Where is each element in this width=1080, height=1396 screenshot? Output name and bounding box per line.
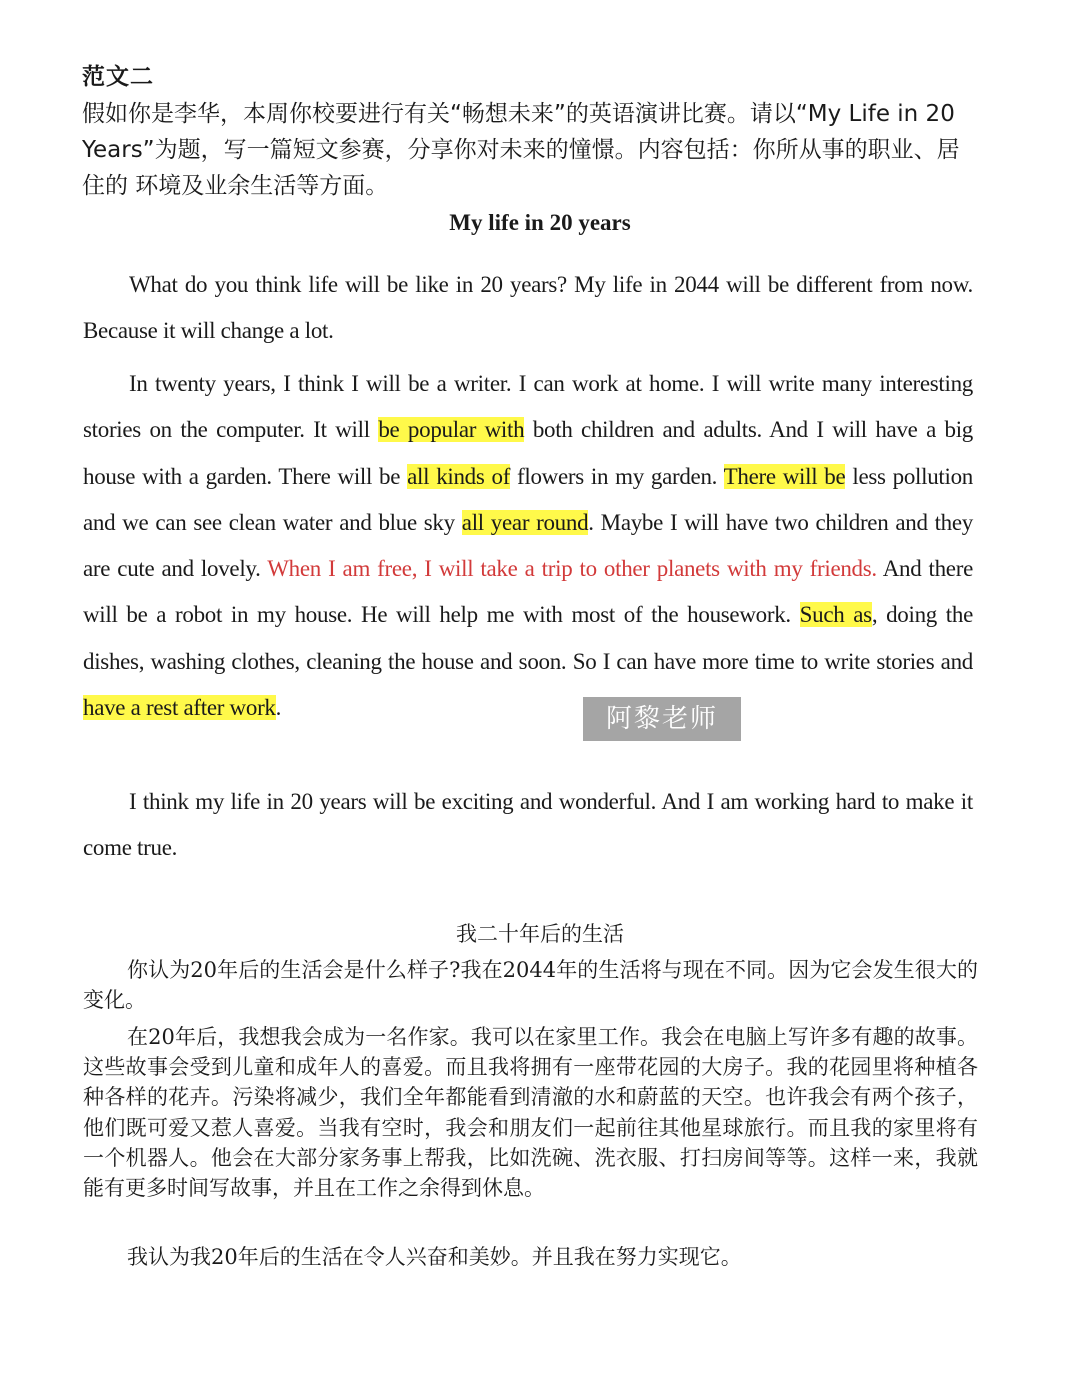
highlighted-phrase: all kinds of bbox=[407, 463, 511, 489]
highlighted-phrase: have a rest after work bbox=[83, 695, 276, 721]
text-run: . bbox=[275, 695, 282, 721]
translation-title: 我二十年后的生活 bbox=[456, 922, 624, 946]
highlighted-phrase: be popular with bbox=[378, 417, 525, 443]
translation-paragraph-2: 在20年后，我想我会成为一名作家。我可以在家里工作。我会在电脑上写许多有趣的故事。这些故事会受到儿童和成年人的喜爱。而且我将拥有一座带花园的大房子。我的花园里将种植各种各样的花卉。污染将减少，我们全年都能看到清澈的水和蔚蓝的天空。也许我会有两个孩子，他们既可爱又惹人喜爱。当我有空时，我会和朋友们一起前往其他星球旅行。而且我的家里将有一个机器人。他会在大部分家务事上帮我，比如洗碗、洗衣服、打扫房间等等。这样一来，我就能有更多时间写故事，并且在工作之余得到休息。 bbox=[83, 1025, 978, 1201]
text-run: In twenty years, I think I will be a writer. I can work at home. I will write many interesting stories on the computer. It will bbox=[83, 371, 973, 443]
essay-paragraph-3: I think my life in 20 years will be exciting and wonderful. And I am working hard to make it come true. bbox=[83, 789, 973, 861]
translation-paragraph-3: 我认为我20年后的生活在令人兴奋和美妙。并且我在努力实现它。 bbox=[127, 1245, 742, 1269]
text-run: less pollution and we can see clean water and blue sky bbox=[83, 463, 973, 535]
text-run: , doing the dishes, washing clothes, cleaning the house and soon. So I can have more time to write stories and bbox=[83, 602, 973, 674]
writing-prompt: 假如你是李华，本周你校要进行有关“畅想未来”的英语演讲比赛。请以“My Life in 20 Years”为题，写一篇短文参赛，分享你对未来的憧憬。内容包括：你所从事的职业、居住的 环境及业余生活等方面。 bbox=[82, 101, 960, 199]
essay-paragraph-2 bbox=[83, 361, 973, 731]
highlighted-phrase: There will be bbox=[723, 463, 846, 489]
text-run: And there will be a robot in my house. He will help me with most of the housework. bbox=[83, 556, 973, 628]
section-heading: 范文二 bbox=[82, 64, 154, 90]
text-run: both children and adults. And I will have a big house with a garden. There will be bbox=[83, 417, 974, 489]
red-sentence: When I am free, I will take a trip to other planets with my friends. bbox=[267, 556, 877, 582]
text-run: flowers in my garden. bbox=[510, 463, 724, 489]
watermark: 阿黎老师 bbox=[583, 697, 741, 741]
translation-paragraph-1: 你认为20年后的生活会是什么样子?我在2044年的生活将与现在不同。因为它会发生很大的变化。 bbox=[83, 958, 978, 1013]
essay-title: My life in 20 years bbox=[449, 210, 631, 235]
highlighted-phrase: all year round bbox=[461, 509, 589, 535]
essay-paragraph-1: What do you think life will be like in 20 years? My life in 2044 will be different from now. Because it will change a lot. bbox=[83, 272, 973, 344]
text-run: . Maybe I will have two children and they are cute and lovely. bbox=[83, 509, 973, 582]
highlighted-phrase: Such as bbox=[799, 602, 872, 628]
